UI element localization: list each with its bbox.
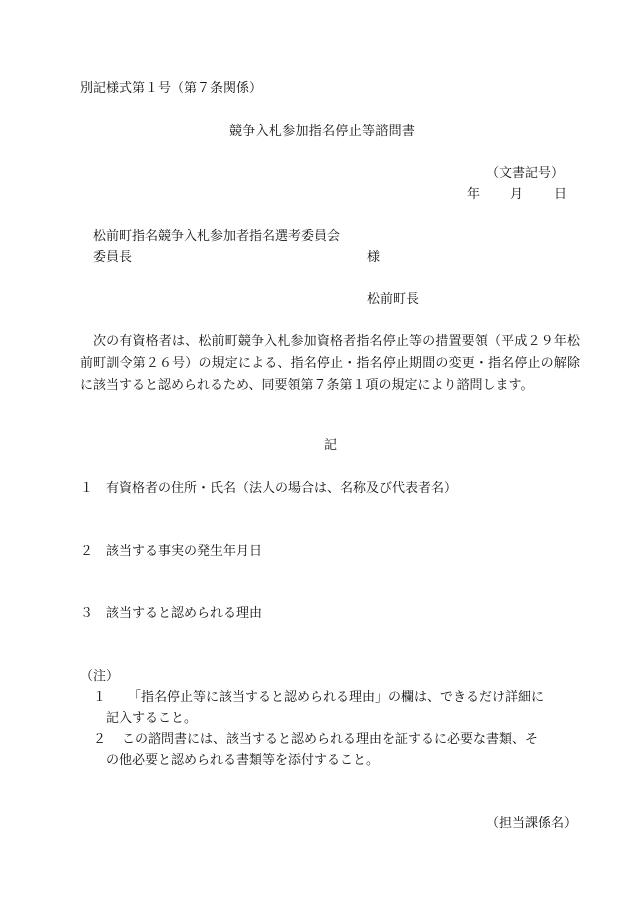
sender: 松前町長 (367, 292, 420, 307)
date-year: 年 (467, 187, 481, 202)
note-number: ２ (93, 732, 107, 747)
date-day: 日 (554, 187, 568, 202)
addressee-role: 委員長 (93, 250, 133, 265)
contact-section: （担当課係名） (486, 816, 578, 831)
item-number: １ (80, 481, 94, 496)
item-text: 該当する事実の発生年月日 (106, 544, 263, 559)
notes-heading: （注） (80, 669, 120, 684)
form-label: 別記様式第１号（第７条関係） (80, 81, 263, 96)
date-month: 月 (510, 187, 524, 202)
note-number: １ (93, 690, 107, 705)
addressee-honorific: 様 (367, 250, 381, 265)
ki-marker: 記 (324, 438, 338, 453)
item-text: 有資格者の住所・氏名（法人の場合は、名称及び代表者名） (106, 481, 458, 496)
note-line: 「指名停止等に該当すると認められる理由」の欄は、できるだけ詳細に (128, 690, 545, 705)
item-number: ２ (80, 544, 94, 559)
item-number: ３ (80, 606, 94, 621)
note-line: の他必要と認められる書類等を添付すること。 (106, 753, 380, 768)
document-title: 競争入札参加指名停止等諮問書 (229, 124, 416, 139)
note-line: この諮問書には、該当すると認められる理由を証するに必要な書類、そ (122, 732, 539, 747)
item-text: 該当すると認められる理由 (106, 606, 263, 621)
document-number: （文書記号） (486, 166, 565, 181)
addressee-org: 松前町指名競争入札参加者指名選考委員会 (93, 229, 341, 244)
body-paragraph: 次の有資格者は、松前町競争入札参加資格者指名停止等の措置要領（平成２９年松前町訓令第２６号）の規定による、指名停止・指名停止期間の変更・指名停止の解除に該当すると認められるため、同要領第７条第１項の規定により諮問します。 (80, 334, 580, 393)
note-line: 記入すること。 (106, 711, 198, 726)
